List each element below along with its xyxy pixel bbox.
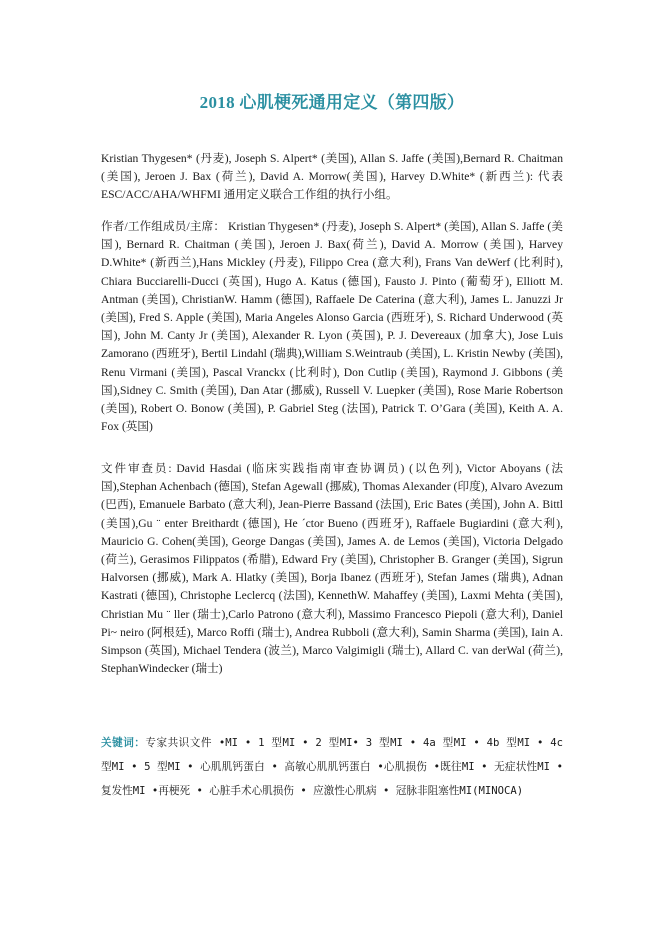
keywords-section [101, 731, 563, 804]
members-paragraph: 作者/工作组成员/主席： Kristian Thygesen* (丹麦), Joseph S. Alpert* (美国), Allan S. Jaffe (美国), Bernard R. Chaitman (美国), Jeroen J. Bax(荷兰), David A. Morrow (美国), Harvey D.White* (新西兰),Hans Mickley (丹麦), Filippo Crea (意大利), Frans Van deWerf (比利时), Chiara Bucciarelli-Ducci (英国), Hugo A. Katus (德国), Fausto J. Pinto (葡萄牙), Elliott M. Antman (美国), ChristianW. Hamm (德国), Raffaele De Caterina (意大利), James L. Januzzi Jr (美国), Fred S. Apple (美国), Maria Angeles Alonso Garcia (西班牙), S. Richard Underwood (英国), John M. Canty Jr (美国), Alexander R. Lyon (英国), P. J. Devereaux (加拿大), Jose Luis Zamorano (西班牙), Bertil Lindahl (瑞典),William S.Weintraub (美国), L. Kristin Newby (美国), Renu Virmani (美国), Pascal Vranckx (比利时), Don Cutlip (美国), Raymond J. Gibbons (美国),Sidney C. Smith (美国), Dan Atar (挪威), Russell V. Luepker (美国), Rose Marie Robertson (美国), Robert O. Bonow (美国), P. Gabriel Steg (法国), Patrick T. O’Gara (美国), Keith A. A. Fox (英国) [101, 220, 563, 434]
reviewers-paragraph: 文件审查员: David Hasdai (临床实践指南审查协调员) (以色列), Victor Aboyans (法国),Stephan Achenbach (德国), Stefan Agewall (挪威), Thomas Alexander (印度), Alvaro Avezum (巴西), Emanuele Barbato (意大利), Jean-Pierre Bassand (法国), Eric Bates (美国), John A. Bittl (美国),Gu ¨ enter Breithardt (德国), He ´ctor Bueno (西班牙), Raffaele Bugiardini (意大利), Mauricio G. Cohen(美国), George Dangas (美国), James A. de Lemos (美国), Victoria Delgado (荷兰), Gerasimos Filippatos (希腊), Edward Fry (美国), Christopher B. Granger (美国), Sigrun Halvorsen (挪威), Mark A. Hlatky (美国), Borja Ibanez (西班牙), Stefan James (瑞典), Adnan Kastrati (德国), Christophe Leclercq (法国), KennethW. Mahaffey (美国), Laxmi Mehta (美国), Christian Mu ¨ ller (瑞士),Carlo Patrono (意大利), Massimo Francesco Piepoli (意大利), Daniel Pi~ neiro (阿根廷), Marco Roffi (瑞士), Andrea Rubboli (意大利), Samin Sharma (美国), Iain A. Simpson (英国), Michael Tendera (波兰), Marco Valgimigli (瑞士), Allard C. van derWal (荷兰), StephanWindecker (瑞士) [101, 462, 563, 676]
document-title: 2018 心肌梗死通用定义（第四版） [199, 93, 465, 112]
keywords-label: 关键词： [101, 737, 146, 749]
authors-paragraph: Kristian Thygesen* (丹麦), Joseph S. Alpert* (美国), Allan S. Jaffe (美国),Bernard R. Chaitman (美国), Jeroen J. Bax (荷兰), David A. Morrow(美国), Harvey D.White* (新西兰): 代表 ESC/ACC/AHA/WHFMI 通用定义联合工作组的执行小组。 [101, 152, 563, 202]
keywords-text: 专家共识文件 •MI • 1 型MI • 2 型MI• 3 型MI • 4a 型MI • 4b 型MI • 4c 型MI • 5 型MI • 心肌肌钙蛋白 • 高敏心肌肌钙蛋白 •心肌损伤 •既往MI • 无症状性MI •复发性MI •再梗死 • 心脏手术心肌损伤 • 应激性心肌病 • 冠脉非阻塞性MI(MINOCA) [101, 737, 563, 798]
